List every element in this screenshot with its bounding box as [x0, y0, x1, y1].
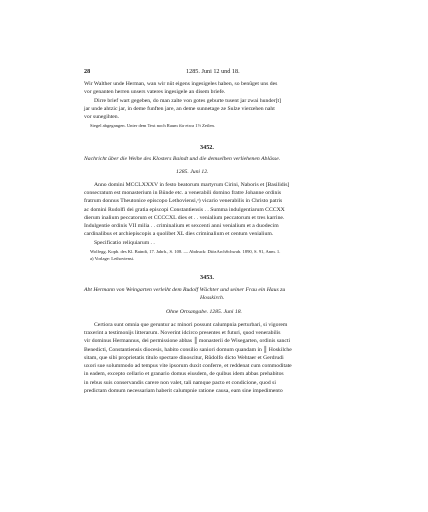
- running-title: 1285. Juni 12 und 18.: [186, 68, 240, 75]
- text-line: in rebus suis conservandis carere non valet, tali namque pacto et condicione, quod si: [84, 380, 276, 386]
- text-line: cardinalibus et archiepiscopis a quolibet XL dies criminalium et centum venialium.: [84, 231, 274, 237]
- text-line: Wir Walther unde Herman, wan wir nüt eigens ingesigeles haben, so benûget uns des: [84, 81, 278, 87]
- text-line: vir dominus Hermannus, dei permissione abbas ║ monasterii de Wisegarten, ordinis sancti: [84, 338, 291, 344]
- source-note: Wolfegg. Kopb. des Kl. Baindt, 17. Jahrh., S. 108. — Abdruck: DiözArchSchwab. 1890, S. 91, Anm. 1.: [90, 249, 281, 254]
- text-line: Anno domini MCCLXXXV in festo beatorum martyrum Cirini, Naboris et [Basilidis]: [94, 182, 290, 188]
- text-line: Certiora sunt omnia que geruntur ac minori possunt calumpnia perturbari, si vigorem: [94, 322, 288, 328]
- text-line: Specificatio reliquiarum . .: [94, 240, 155, 246]
- text-line: vor genanten herren unsers vateres ingesigele an disem briefe.: [84, 89, 226, 95]
- text-line: in eadem, excepto cellario et granario domus eiusdem, de quibus idem abbas prehabitos: [84, 371, 284, 377]
- document-title: Abt Hermann von Weingarten verleiht dem Rudolf Wächter und seiner Frau ein Haus zu: [84, 287, 286, 293]
- text-line: fratrum donnus Theutonice episcopo Lethoviensi,ᵃ) vicario venerabilis in Christo patris: [84, 198, 283, 204]
- text-line: vor sunegihten.: [84, 114, 120, 120]
- text-line: predictam domum necessariam haberit calumpnie ratione causa, eam sine impedimento: [84, 388, 283, 394]
- text-line: consecratum est monasterium in Bünde etc. a venerabili domino fratre Johanne ordinis: [84, 190, 282, 196]
- text-line: ac domini Rudolfi dei gratia episcopi Constantiensis . . Summa indulgentiarum CCCXX: [84, 207, 285, 213]
- document-title: Nachricht über die Weihe des Klosters Baindt und die demselben verliehenen Ablässe.: [84, 156, 281, 162]
- text-line: uxori sue solummodo ad tempus vite ipsorum duxit conferre, et reddenat cum commoditate: [84, 363, 292, 369]
- text-line: Indulgentie ordinis VII milia . . criminalium et sexcenti anni venialium et a duodecim: [84, 223, 279, 229]
- text-line: dierum inalium peccatorum et CCCCXL dies et . . venialium peccatorum et tres karrine.: [84, 215, 285, 221]
- text-line: Benedicti, Constantiensis diocesis, habito consilio saniori domum quandam in ║ Hoskilche: [84, 347, 292, 353]
- document-number: 3453.: [200, 274, 214, 281]
- document-title: Hosskirch.: [200, 295, 225, 301]
- text-line: sitam, que sibi proprietatis titulo spectare dinoscitur, Rûdolfo dicto Wehtaer et Gerdrudi: [84, 355, 284, 361]
- text-line: jar unde ahtzic jar, in deme funften jare, an deme sunnetage ze Sulze vierzehen naht: [84, 106, 275, 112]
- document-date: 1285. Juni 12.: [176, 169, 209, 175]
- seal-note: Siegel abgegangen. Unter dem Text noch Raum für etwa 1½ Zeilen.: [90, 123, 215, 128]
- document-date: Ohne Ortsangabe. 1285. Juni 18.: [166, 309, 242, 315]
- text-line: Dirre brief wart gegeben, do man zalte von gotes geburte tusent jar zwai hunder[t]: [94, 98, 281, 104]
- page-number: 28: [84, 68, 91, 75]
- footnote: a) Vorlage: Lethoviensi.: [90, 256, 135, 261]
- text-line: traxerint a testimonijs litterarum. Noverint idcirco presentes et futuri, quod venerabilis: [84, 330, 281, 336]
- document-number: 3452.: [200, 144, 214, 151]
